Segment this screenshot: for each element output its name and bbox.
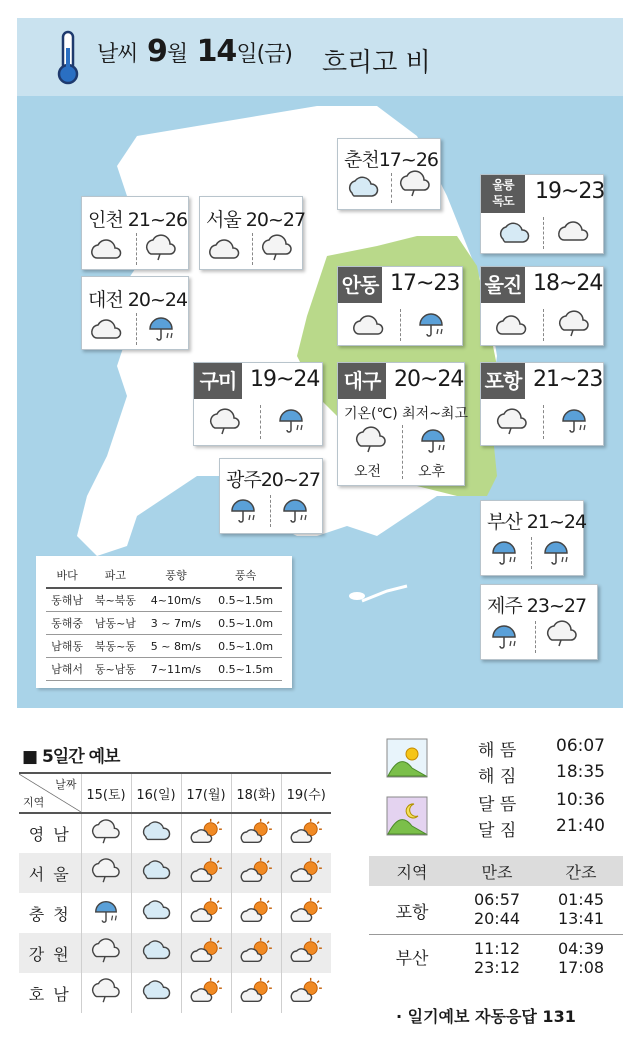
sun-cloud-icon	[238, 977, 274, 1005]
cloud-icon	[350, 311, 388, 341]
city-card-chuncheon	[337, 138, 441, 210]
moonrise-icon	[386, 796, 428, 836]
cloud-rain-icon	[142, 233, 180, 263]
sunset-row: 해 짐	[478, 767, 517, 787]
cloud-rain-icon	[206, 407, 244, 437]
day-header: 18(화)	[231, 773, 281, 813]
table-row: 포항 06:57 01:45	[395, 890, 605, 923]
daegu-legend: 기온(℃) 최저~최고	[344, 406, 468, 422]
pm-label: 오후	[418, 464, 446, 480]
city-name: 춘천17~26	[344, 149, 438, 171]
city-card-seoul: 서울 20~27	[199, 196, 303, 270]
umbrella-rain-icon	[276, 495, 314, 525]
city-card-busan: 부산 21~24	[480, 500, 584, 576]
table-row: 23:12 17:08	[473, 958, 605, 977]
region-label: 서 울	[19, 853, 81, 893]
partly-cloudy-icon	[138, 937, 174, 965]
sun-cloud-icon	[188, 937, 224, 965]
corner-cell: 날짜 지역	[19, 773, 81, 813]
cloud-rain-icon	[555, 309, 593, 339]
partly-cloudy-icon	[495, 219, 533, 249]
city-card-ulleung: 울릉 독도 19~23	[480, 174, 604, 254]
table-row: 부산 11:12 04:39	[369, 935, 623, 959]
thermometer-icon	[55, 30, 81, 86]
city-card-jeju: 제주 23~27	[480, 584, 598, 660]
partly-cloudy-icon	[138, 897, 174, 925]
cloud-rain-icon	[543, 619, 581, 649]
day-header: 17(월)	[181, 773, 231, 813]
table-row	[19, 933, 331, 973]
sun-cloud-icon	[238, 818, 274, 846]
umbrella-rain-icon	[142, 313, 180, 343]
table-row: 남해서 동~남동 7~11m/s 0.5~1.5m	[46, 658, 282, 681]
city-card-gumi: 구미 19~24	[193, 362, 323, 446]
day-header: 16(일)	[131, 773, 181, 813]
umbrella-rain-icon	[414, 425, 452, 455]
city-card-daejeon: 대전 20~24	[81, 276, 189, 350]
partly-cloudy-icon	[138, 818, 174, 846]
umbrella-rain-icon	[537, 537, 575, 567]
sun-cloud-icon	[288, 937, 324, 965]
sun-cloud-icon	[288, 818, 324, 846]
cloud-rain-icon	[493, 407, 531, 437]
cloud-icon	[493, 311, 531, 341]
table-row: 남해동 북동~동 5 ~ 8m/s 0.5~1.0m	[46, 635, 282, 658]
city-card-uljin: 울진 18~24	[480, 266, 604, 346]
cloud-rain-icon	[88, 818, 124, 846]
sun-cloud-icon	[288, 857, 324, 885]
cloud-rain-icon	[352, 425, 390, 455]
table-row	[19, 973, 331, 1013]
cloud-rain-icon	[88, 937, 124, 965]
table-row	[19, 853, 331, 893]
table-row: 20:44 13:41	[473, 909, 605, 928]
date-title: 날씨 9월 14일(금)	[97, 34, 292, 69]
five-day-forecast-table	[19, 772, 331, 1013]
sun-cloud-icon	[188, 857, 224, 885]
umbrella-rain-icon	[412, 309, 450, 339]
sun-cloud-icon	[188, 977, 224, 1005]
moonset-row: 달 짐	[478, 821, 517, 841]
sun-cloud-icon	[288, 977, 324, 1005]
city-card-incheon: 인천 21~26	[81, 196, 189, 270]
table-row	[19, 813, 331, 853]
sun-cloud-icon	[238, 857, 274, 885]
partly-cloudy-icon	[138, 977, 174, 1005]
moonrise-row: 달 뜸	[478, 795, 517, 815]
sun-cloud-icon	[238, 937, 274, 965]
sea-forecast-table: 바다 파고 풍향 풍속 동해남 북~북동 4~10m/s 0.5~1.5m 동해중 남동~남 3 ~ 7m/s 0.5~1.0m 남해동 북동~동 5 ~ 8m/s 0.5~1.0m 남해서 동~남동 7~11m/s 0.5~1.5m	[36, 556, 292, 688]
table-row: 동해남 북~북동 4~10m/s 0.5~1.5m	[46, 588, 282, 612]
cloud-rain-icon	[88, 977, 124, 1005]
sun-cloud-icon	[238, 897, 274, 925]
umbrella-rain-icon	[555, 405, 593, 435]
table-row	[19, 893, 331, 933]
sun-cloud-icon	[188, 897, 224, 925]
sun-cloud-icon	[288, 897, 324, 925]
cloud-icon	[206, 235, 244, 265]
day-header: 19(수)	[281, 773, 331, 813]
region-label: 강 원	[19, 933, 81, 973]
tide-table: 지역 만조 간조 포항 06:57 01:45 20:44 13:41 부산 11:12 04:39 23:12 17:08	[369, 856, 623, 977]
cloud-icon	[88, 235, 126, 265]
umbrella-rain-icon	[224, 495, 262, 525]
umbrella-rain-icon	[485, 537, 523, 567]
city-card-pohang: 포항 21~23	[480, 362, 604, 446]
umbrella-rain-icon	[88, 897, 124, 925]
am-label: 오전	[354, 464, 382, 480]
sunrise-row: 해 뜸	[478, 741, 517, 761]
day-header: 15(토)	[81, 773, 131, 813]
header-banner	[17, 18, 623, 96]
partly-cloudy-icon	[138, 857, 174, 885]
weather-condition: 흐리고 비	[322, 48, 431, 78]
partly-cloudy-icon	[344, 173, 382, 203]
auto-response-phone: · 일기예보 자동응답 131	[396, 1007, 576, 1026]
region-label: 충 청	[28, 904, 71, 924]
umbrella-rain-icon	[272, 405, 310, 435]
region-label: 호 남	[28, 984, 71, 1004]
five-day-title: ■ 5일간 예보	[22, 747, 120, 767]
cloud-rain-icon	[396, 169, 434, 199]
cloud-icon	[555, 217, 593, 247]
cloud-icon	[88, 315, 126, 345]
sunrise-icon	[386, 738, 428, 778]
city-card-daegu: 대구 20~24 기온(℃) 최저~최고 오전 오후	[337, 362, 465, 486]
cloud-rain-icon	[258, 233, 296, 263]
city-card-gwangju: 광주20~27	[219, 458, 323, 534]
city-card-andong: 안동 17~23	[337, 266, 463, 346]
region-label: 영 남	[28, 825, 71, 844]
table-row: 동해중 남동~남 3 ~ 7m/s 0.5~1.0m	[46, 612, 282, 635]
umbrella-rain-icon	[485, 621, 523, 651]
sun-cloud-icon	[188, 818, 224, 846]
cloud-rain-icon	[88, 857, 124, 885]
